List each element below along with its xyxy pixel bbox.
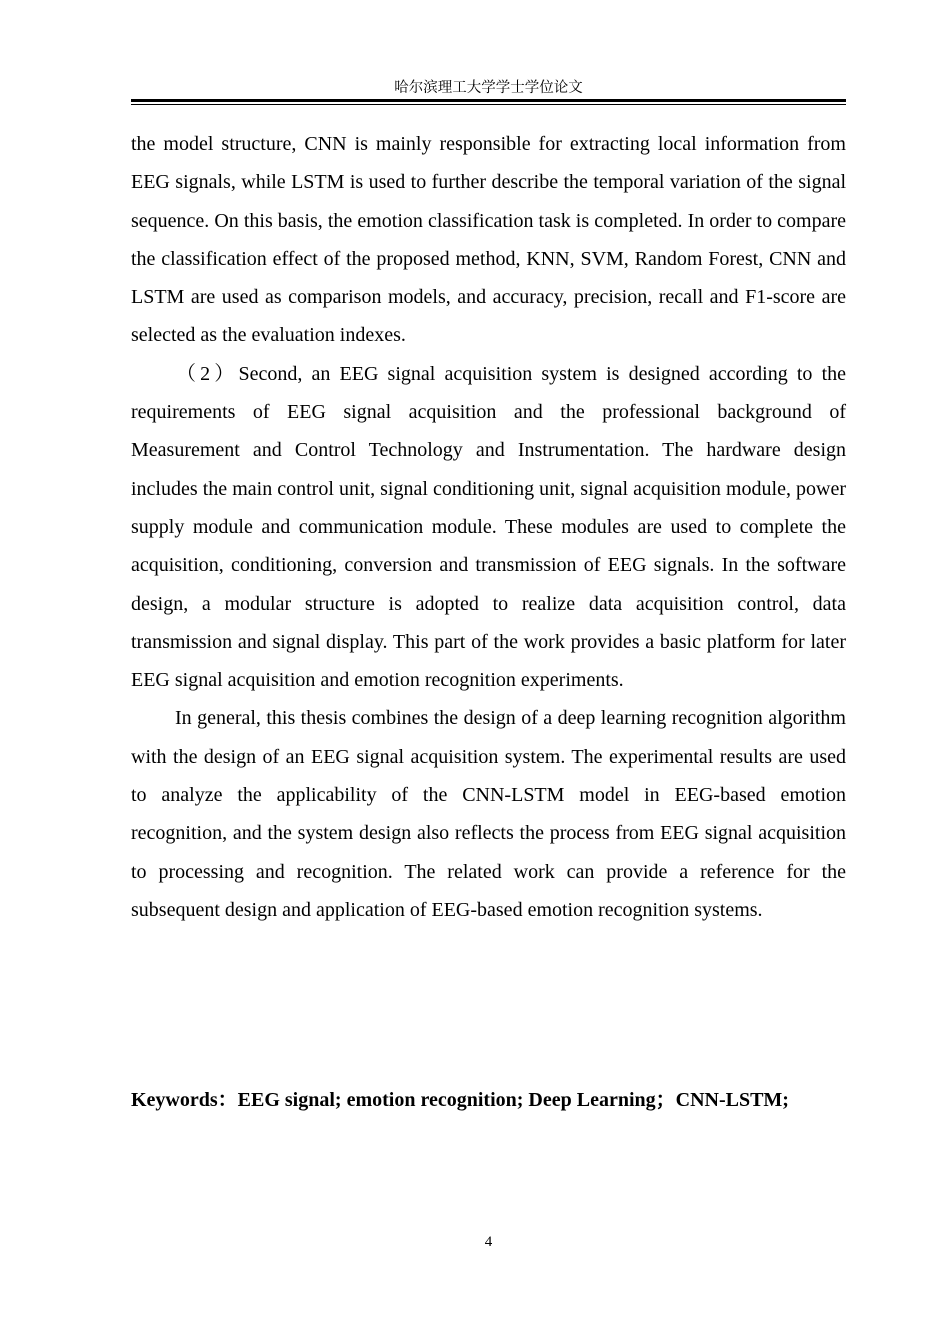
running-header: 哈尔滨理工大学学士学位论文 [394, 80, 583, 96]
header-rule-thick [131, 99, 846, 102]
header-rule-thin [131, 104, 846, 105]
paragraph-continued: the model structure, CNN is mainly responsible for extracting local information from EEG signals, while LSTM is used to further describe the temporal variation of the signal sequence. On this basis, the emotion classification task is completed. In order to compare the classification effect of the proposed method, KNN, SVM, Random Forest, CNN and LSTM are used as comparison models, and accuracy, precision, recall and F1-score are selected as the evaluation indexes. [131, 133, 846, 347]
paragraph-summary: In general, this thesis combines the design of a deep learning recognition algorithm with the design of an EEG signal acquisition system. The experimental results are used to analyze the applicability of the CNN-LSTM model in EEG-based emotion recognition, and the system design also reflects the process from EEG signal acquisition to processing and recognition. The related work can provide a reference for the subsequent design and application of EEG-based emotion recognition systems. [131, 707, 846, 921]
page-number: 4 [484, 1234, 493, 1250]
body-text [131, 125, 846, 929]
keywords: Keywords：EEG signal; emotion recognition; Deep Learning；CNN-LSTM; [131, 1089, 789, 1111]
paragraph-second-item: （2）Second, an EEG signal acquisition system is designed according to the requirements of EEG signal acquisition and the professional background of Measurement and Control Technology and Instrumentation. The hardware design includes the main control unit, signal conditioning unit, signal acquisition module, power supply module and communication module. These modules are used to complete the acquisition, conditioning, conversion and transmission of EEG signals. In the software design, a modular structure is adopted to realize data acquisition control, data transmission and signal display. This part of the work provides a basic platform for later EEG signal acquisition and emotion recognition experiments. [131, 362, 846, 692]
